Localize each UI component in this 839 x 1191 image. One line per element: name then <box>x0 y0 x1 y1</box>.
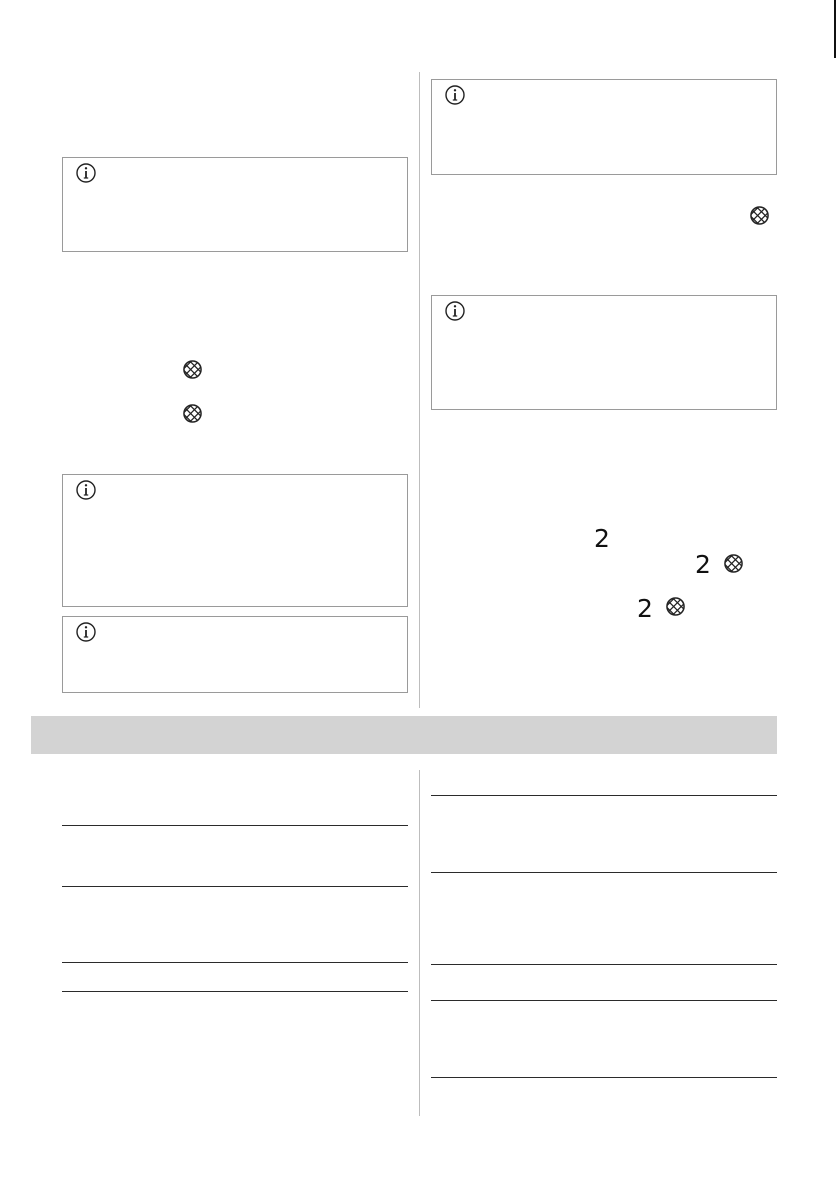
program-grid-icon <box>183 360 202 379</box>
table-rule <box>62 962 408 963</box>
page-edge-mark <box>834 0 836 58</box>
table-rule <box>431 1077 777 1078</box>
table-rule <box>431 872 777 873</box>
info-icon <box>76 163 96 183</box>
column-divider-top <box>419 72 420 708</box>
info-icon <box>445 301 465 321</box>
program-grid-icon <box>724 554 743 573</box>
program-grid-icon <box>750 206 769 225</box>
column-divider-bottom <box>419 770 420 1116</box>
digit-symbol: 2 <box>695 550 711 579</box>
note-box-3 <box>62 474 408 607</box>
digit-symbol: 2 <box>637 594 653 623</box>
program-grid-icon <box>666 597 685 616</box>
note-box-5 <box>431 295 777 410</box>
note-box-1 <box>62 157 408 252</box>
table-rule <box>62 886 408 887</box>
digit-symbol: 2 <box>594 524 610 553</box>
table-rule <box>431 795 777 796</box>
table-rule <box>62 825 408 826</box>
table-rule <box>431 1000 777 1001</box>
note-box-2 <box>431 79 777 175</box>
note-box-4 <box>62 616 408 693</box>
table-rule <box>62 991 408 992</box>
info-icon <box>76 622 96 642</box>
table-rule <box>431 964 777 965</box>
section-heading <box>31 727 41 743</box>
section-heading-band <box>31 716 777 754</box>
info-icon <box>445 85 465 105</box>
info-icon <box>76 480 96 500</box>
program-grid-icon <box>183 404 202 423</box>
